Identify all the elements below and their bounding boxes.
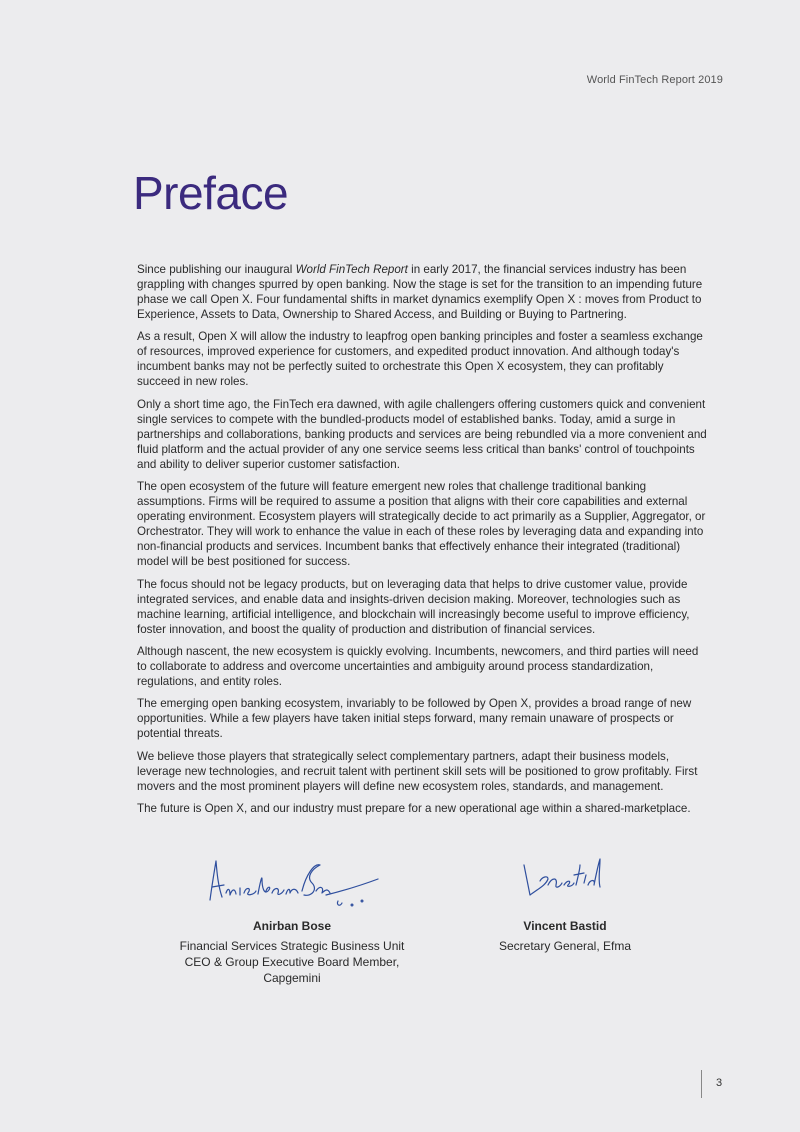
paragraph-2: As a result, Open X will allow the industry to leapfrog open banking principles and foster a seamless exchange of resources, improved experience for customers, and expedited product innovation. And although today's incumbent banks may not be perfectly suited to orchestrate this Open X ecosystem, they can profitably succeed in new roles. <box>137 330 703 389</box>
report-name-italic: World FinTech Report <box>295 263 408 276</box>
signatory-title-line: CEO & Group Executive Board Member, <box>184 955 400 969</box>
paragraph-4: The open ecosystem of the future will feature emergent new roles that challenge traditional banking assumptions. Firms will be required to assume a position that aligns with their core capabilities and external operating environment. Ecosystem players will strategically decide to act primarily as a Supplier, Aggregator, or Orchestrator. They will work to enhance the value in each of these roles by leveraging data and expanding into non-financial products and services. Incumbent banks that effectively enhance their integrated (traditional) model will be best positioned for success. <box>137 480 706 569</box>
signature-anirban-bose <box>202 855 382 913</box>
paragraph-3: Only a short time ago, the FinTech era dawned, with agile challengers offering customers quick and convenient single services to compete with the bundled-products model of established banks. Today, amid a surge in partnerships and collaborations, banking products and services are being rebundled via a more convenient and fluid platform and the actual provider of any one service seems less critical than banks' control of touchpoints and ability to deliver superior customer satisfaction. <box>137 397 707 471</box>
signature-vincent-bastid <box>518 855 610 905</box>
paragraph-5: The focus should not be legacy products, but on leveraging data that helps to drive customer value, provide integrated services, and enable data and insights-driven decision making. Moreover, technologies such as machine learning, artificial intelligence, and blockchain will increasingly become useful to improve efficiency, foster innovation, and boost the quality of production and distribution of financial services. <box>137 577 690 636</box>
page-number: 3 <box>716 1077 723 1089</box>
paragraph-1-lead: Since publishing our inaugural <box>137 263 296 276</box>
signatory-title-line: Secretary General, Efma <box>498 939 632 953</box>
report-header-title: World FinTech Report 2019 <box>586 74 723 86</box>
signatory-name: Anirban Bose <box>252 919 331 933</box>
page-title: Preface <box>133 167 289 219</box>
paragraph-6: Although nascent, the new ecosystem is quickly evolving. Incumbents, newcomers, and third parties will need to collaborate to address and overcome uncertainties and ambiguity around process standardization, regulations, and entity roles. <box>137 644 699 688</box>
signatory-title-line: Financial Services Strategic Business Unit <box>179 939 405 953</box>
signatory-name: Vincent Bastid <box>523 919 607 933</box>
signatory-title-line: Capgemini <box>263 971 321 985</box>
paragraph-1 <box>137 262 709 322</box>
paragraph-7: The emerging open banking ecosystem, invariably to be followed by Open X, provides a broad range of new opportunities. While a few players have taken initial steps forward, many remain unaware of prospects or potential threats. <box>137 697 692 741</box>
paragraph-9: The future is Open X, and our industry must prepare for a new operational age within a shared-marketplace. <box>137 802 691 816</box>
signatory-vincent-bastid <box>485 918 645 954</box>
page-number-divider <box>701 1070 702 1098</box>
signatory-anirban-bose <box>176 918 408 986</box>
preface-body <box>137 262 709 824</box>
paragraph-8: We believe those players that strategically select complementary partners, adapt their business models, leverage new technologies, and recruit talent with pertinent skill sets will be positioned to grow profitably. First movers and the most prominent players will define new ecosystem roles, standards, and management. <box>137 749 698 793</box>
paragraph-1-rest: in early 2017, the financial services industry has been grappling with changes spurred by open banking. Now the stage is set for the transition to an impending future phase we call Open X. Four fundamental shifts in market dynamics exemplify Open X : moves from Product to Experience, Assets to Data, Ownership to Shared Access, and Building or Buying to Partnering. <box>137 263 703 321</box>
